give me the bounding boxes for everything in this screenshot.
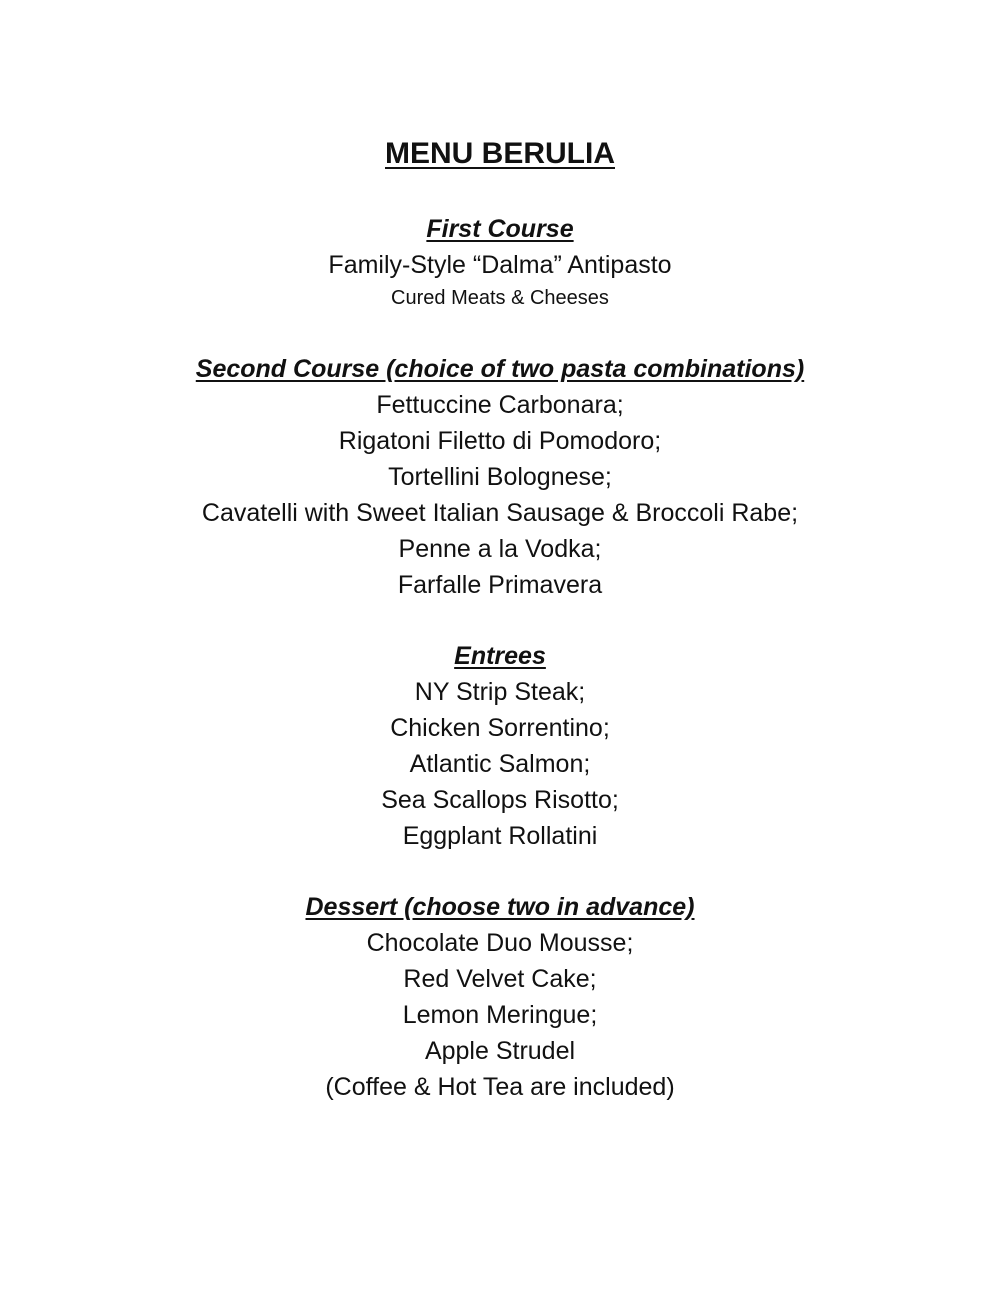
menu-item: Apple Strudel (424, 1037, 576, 1065)
menu-note: (Coffee & Hot Tea are included) (325, 1073, 675, 1101)
menu-item: Fettuccine Carbonara; (376, 391, 624, 419)
section-heading: Entrees (454, 642, 546, 670)
section-heading: Dessert (choose two in advance) (305, 893, 695, 921)
menu-item: Sea Scallops Risotto; (381, 786, 619, 814)
section-first-course (0, 211, 1000, 313)
menu-item: Penne a la Vodka; (398, 535, 602, 563)
menu-item: Family-Style “Dalma” Antipasto (328, 251, 672, 279)
menu-item: Chocolate Duo Mousse; (366, 929, 634, 957)
page-title: MENU BERULIA (385, 137, 615, 170)
section-dessert (0, 889, 1000, 1105)
section-heading: Second Course (choice of two pasta combinations) (195, 355, 805, 383)
menu-item: Cavatelli with Sweet Italian Sausage & Broccoli Rabe; (201, 499, 799, 527)
section-heading: First Course (426, 215, 574, 243)
menu-item: Rigatoni Filetto di Pomodoro; (338, 427, 662, 455)
section-second-course (0, 351, 1000, 603)
menu-item: Lemon Meringue; (402, 1001, 598, 1029)
menu-item: Eggplant Rollatini (402, 822, 598, 850)
menu-item: NY Strip Steak; (414, 678, 586, 706)
menu-item: Red Velvet Cake; (403, 965, 597, 993)
menu-item-description: Cured Meats & Cheeses (391, 287, 609, 309)
section-entrees (0, 638, 1000, 854)
menu-item: Tortellini Bolognese; (388, 463, 612, 491)
menu-item: Atlantic Salmon; (409, 750, 591, 778)
menu-item: Farfalle Primavera (397, 571, 603, 599)
menu-item: Chicken Sorrentino; (390, 714, 610, 742)
